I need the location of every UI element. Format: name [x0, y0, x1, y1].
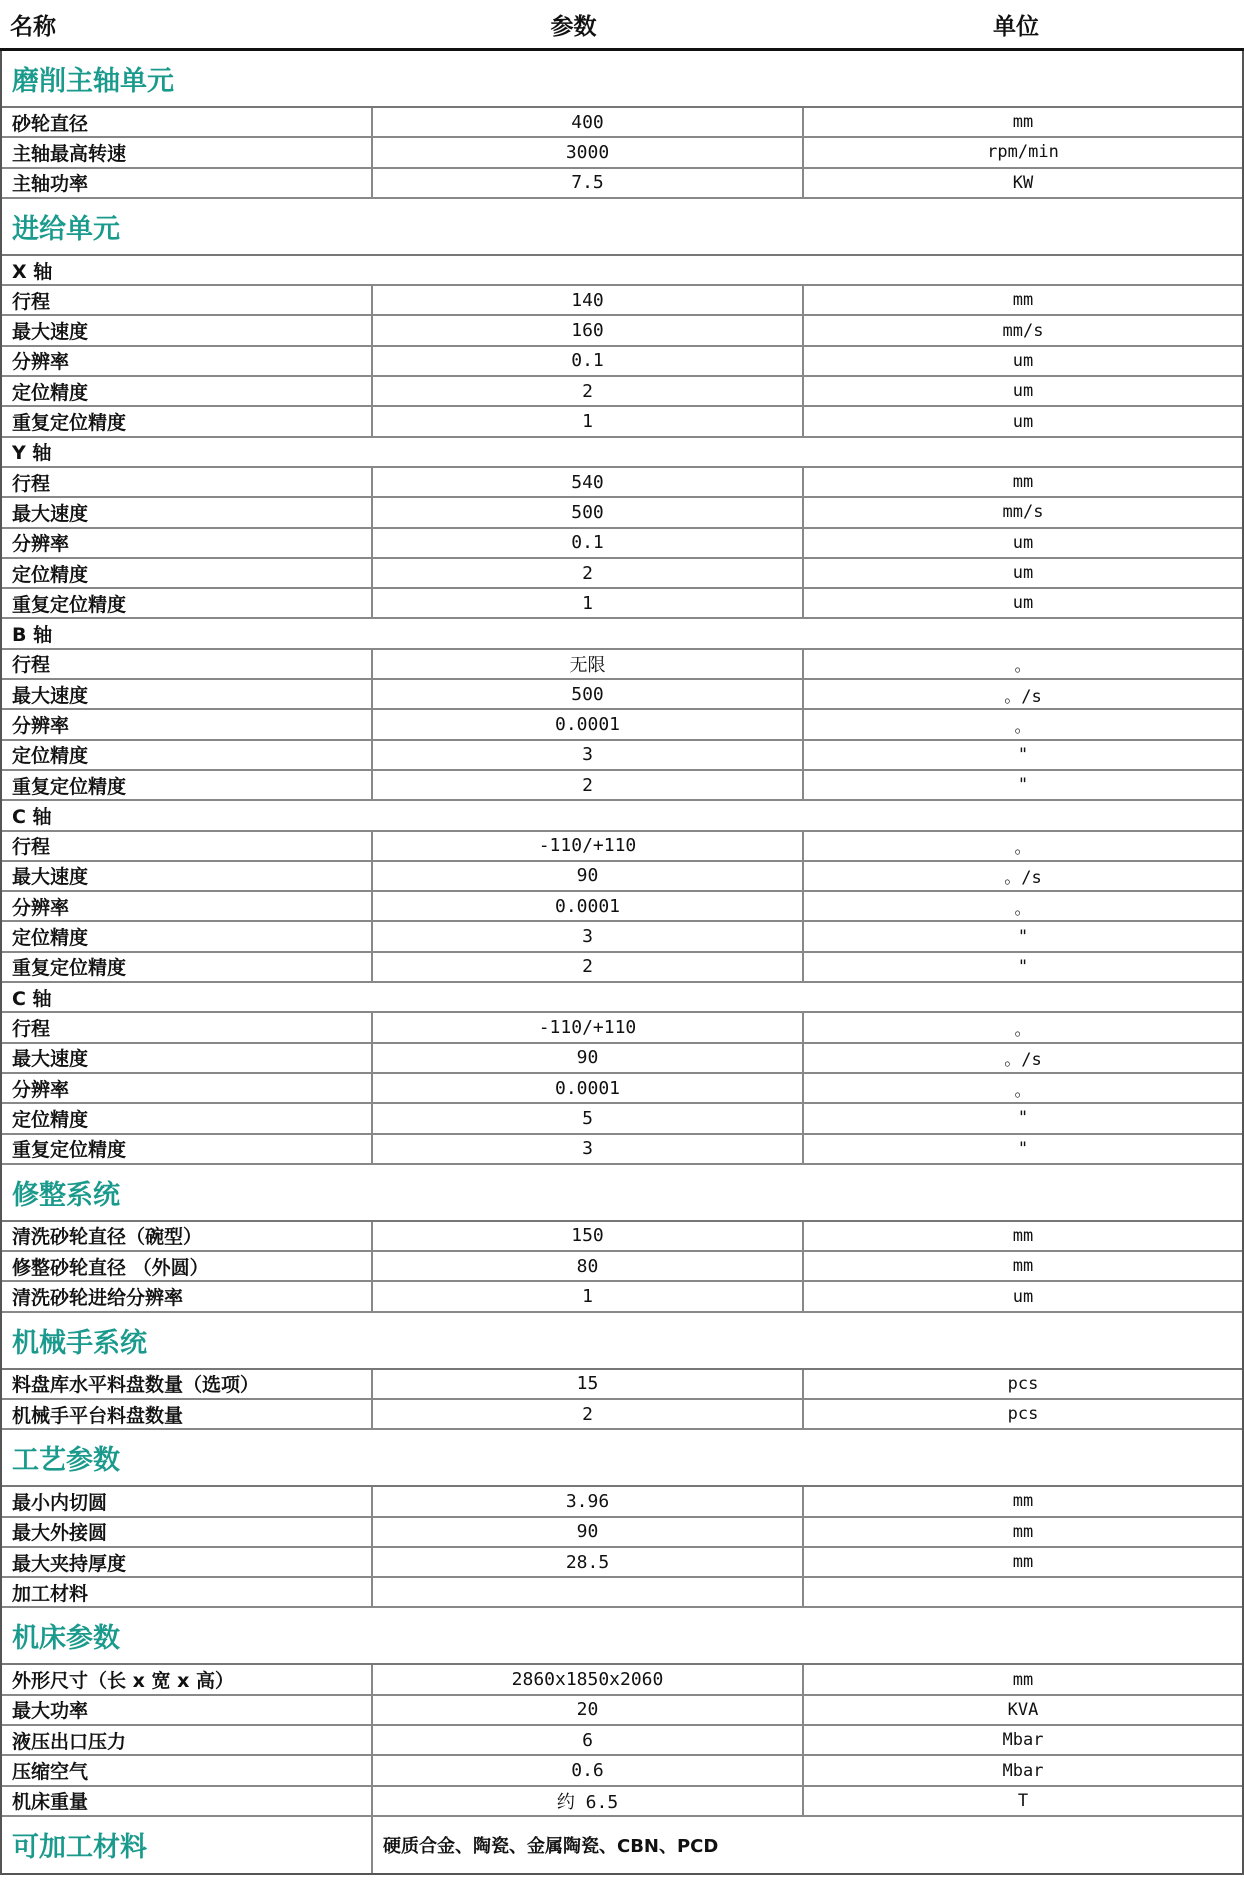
- param-value: 0.1: [373, 347, 804, 375]
- param-unit: 。: [1014, 898, 1032, 919]
- table-row: [2, 1578, 1242, 1608]
- param-name: 最大功率: [2, 1696, 373, 1724]
- param-name: 定位精度: [2, 377, 373, 405]
- param-value: 15: [373, 1370, 804, 1398]
- materials-value: 硬质合金、陶瓷、金属陶瓷、CBN、PCD: [383, 1835, 719, 1857]
- param-value: 500: [373, 680, 804, 708]
- section-title: 进给单元: [2, 199, 1242, 256]
- table-row: [2, 1756, 1242, 1786]
- param-unit: mm: [1012, 1491, 1034, 1512]
- table-row: [2, 377, 1242, 407]
- table-header: [0, 0, 1244, 51]
- param-value: 6: [373, 1726, 804, 1754]
- param-unit: [804, 1578, 1242, 1606]
- param-value: 150: [373, 1222, 804, 1250]
- table-row: [2, 1787, 1242, 1817]
- section-title: 机床参数: [2, 1608, 1242, 1665]
- param-name: 行程: [2, 832, 373, 860]
- param-value: [373, 1578, 804, 1606]
- table-row: [2, 286, 1242, 316]
- table-row: [2, 498, 1242, 528]
- param-name: 最大夹持厚度: [2, 1548, 373, 1576]
- param-unit: um: [1012, 563, 1034, 583]
- param-name: 分辨率: [2, 529, 373, 557]
- param-value: 0.0001: [373, 710, 804, 738]
- param-name: 定位精度: [2, 1104, 373, 1132]
- param-value: 3000: [373, 138, 804, 166]
- param-value: 160: [373, 316, 804, 344]
- param-value: 90: [373, 1044, 804, 1072]
- param-value: 1: [373, 407, 804, 435]
- table-row: [2, 832, 1242, 862]
- param-unit: 。: [1014, 838, 1032, 859]
- param-unit: Mbar: [1002, 1760, 1044, 1781]
- spec-table: [0, 51, 1244, 1875]
- param-name: 主轴最高转速: [2, 138, 373, 166]
- table-row: [2, 1282, 1242, 1312]
- table-row: [2, 1726, 1242, 1756]
- param-unit: ": [1017, 744, 1029, 765]
- param-unit: mm/s: [1002, 502, 1044, 523]
- table-row: [2, 1013, 1242, 1043]
- param-value: 5: [373, 1104, 804, 1132]
- param-name: 液压出口压力: [2, 1726, 373, 1754]
- param-name: 分辨率: [2, 1074, 373, 1102]
- section-title: 修整系统: [2, 1165, 1242, 1222]
- param-value: 2: [373, 953, 804, 981]
- param-value: 3: [373, 922, 804, 950]
- param-name: 料盘库水平料盘数量（选项）: [2, 1370, 373, 1398]
- header-unit: 单位: [993, 13, 1039, 40]
- param-value: 0.0001: [373, 892, 804, 920]
- param-unit: pcs: [1007, 1373, 1039, 1394]
- param-name: 最大速度: [2, 1044, 373, 1072]
- table-row: [2, 559, 1242, 589]
- table-row: [2, 138, 1242, 168]
- param-name: 清洗砂轮进给分辨率: [2, 1282, 373, 1310]
- param-unit: 。/s: [1004, 868, 1042, 889]
- param-name: 最大速度: [2, 498, 373, 526]
- param-unit: um: [1012, 411, 1034, 432]
- table-row: [2, 316, 1242, 346]
- param-unit: um: [1012, 350, 1034, 371]
- param-unit: ": [1017, 1108, 1029, 1129]
- param-name: 主轴功率: [2, 169, 373, 197]
- param-unit: ": [1017, 956, 1029, 977]
- table-row: [2, 1074, 1242, 1104]
- axis-label: C 轴: [2, 983, 1242, 1013]
- table-row: [2, 771, 1242, 801]
- param-value: 无限: [373, 650, 804, 678]
- table-row: [2, 862, 1242, 892]
- param-unit: ": [1017, 775, 1029, 796]
- param-value: 400: [373, 108, 804, 136]
- param-name: 最大速度: [2, 316, 373, 344]
- param-unit: 。: [1014, 656, 1032, 677]
- param-unit: 。: [1014, 1080, 1032, 1101]
- param-value: 2860x1850x2060: [373, 1665, 804, 1693]
- table-row: [2, 650, 1242, 680]
- param-name: 分辨率: [2, 892, 373, 920]
- table-row: [2, 1548, 1242, 1578]
- param-value: 3.96: [373, 1487, 804, 1515]
- param-name: 最大速度: [2, 862, 373, 890]
- param-name: 重复定位精度: [2, 953, 373, 981]
- param-value: 2: [373, 771, 804, 799]
- param-name: 重复定位精度: [2, 771, 373, 799]
- table-row: [2, 1135, 1242, 1165]
- param-unit: 。/s: [1004, 686, 1042, 707]
- param-unit: mm: [1012, 1225, 1034, 1246]
- param-value: 0.6: [373, 1756, 804, 1784]
- section-title: 机械手系统: [2, 1313, 1242, 1370]
- param-name: 重复定位精度: [2, 589, 373, 617]
- param-unit: mm: [1012, 1521, 1034, 1542]
- param-value: 540: [373, 468, 804, 496]
- table-row: [2, 741, 1242, 771]
- param-value: 0.0001: [373, 1074, 804, 1102]
- param-value: 140: [373, 286, 804, 314]
- param-value: 0.1: [373, 529, 804, 557]
- param-value: -110/+110: [373, 832, 804, 860]
- param-name: 清洗砂轮直径（碗型）: [2, 1222, 373, 1250]
- materials-label: 可加工材料: [2, 1817, 373, 1873]
- param-name: 最大外接圆: [2, 1518, 373, 1546]
- param-value: 2: [373, 377, 804, 405]
- table-row: [2, 347, 1242, 377]
- param-value: 1: [373, 1282, 804, 1310]
- header-name: 名称: [10, 13, 56, 40]
- param-name: 机械手平台料盘数量: [2, 1400, 373, 1428]
- param-value: 2: [373, 559, 804, 587]
- param-name: 砂轮直径: [2, 108, 373, 136]
- param-name: 最大速度: [2, 680, 373, 708]
- table-row: [2, 710, 1242, 740]
- table-row: [2, 1400, 1242, 1430]
- table-row: [2, 589, 1242, 619]
- param-unit: 。: [1014, 1019, 1032, 1040]
- param-unit: T: [1017, 1790, 1029, 1811]
- param-value: 80: [373, 1252, 804, 1280]
- table-row: [2, 529, 1242, 559]
- param-value: 20: [373, 1696, 804, 1724]
- table-row: [2, 169, 1242, 199]
- axis-label: X 轴: [2, 256, 1242, 286]
- table-row: [2, 680, 1242, 710]
- axis-label: B 轴: [2, 619, 1242, 649]
- table-row: [2, 1665, 1242, 1695]
- param-name: 分辨率: [2, 710, 373, 738]
- param-unit: mm: [1012, 472, 1034, 493]
- param-value: 7.5: [373, 169, 804, 197]
- table-row: [2, 1487, 1242, 1517]
- table-row: [2, 1222, 1242, 1252]
- axis-label: Y 轴: [2, 438, 1242, 468]
- param-name: 定位精度: [2, 741, 373, 769]
- param-unit: um: [1012, 381, 1034, 402]
- param-name: 机床重量: [2, 1787, 373, 1815]
- param-unit: 。: [1014, 716, 1032, 737]
- table-row: [2, 468, 1242, 498]
- param-value: 1: [373, 589, 804, 617]
- param-name: 重复定位精度: [2, 407, 373, 435]
- param-unit: mm: [1012, 1552, 1034, 1573]
- param-unit: um: [1012, 532, 1034, 553]
- param-unit: KVA: [1007, 1699, 1039, 1720]
- param-name: 行程: [2, 468, 373, 496]
- param-unit: ": [1017, 926, 1029, 947]
- param-name: 行程: [2, 1013, 373, 1041]
- param-name: 最小内切圆: [2, 1487, 373, 1515]
- param-name: 外形尺寸（长 x 宽 x 高）: [2, 1665, 373, 1693]
- param-value: 3: [373, 741, 804, 769]
- table-row: [2, 892, 1242, 922]
- param-unit: Mbar: [1002, 1730, 1044, 1751]
- param-unit: um: [1012, 593, 1034, 614]
- param-name: 压缩空气: [2, 1756, 373, 1784]
- table-row: [2, 407, 1242, 437]
- param-unit: pcs: [1007, 1404, 1039, 1425]
- param-value: 3: [373, 1135, 804, 1163]
- param-unit: mm/s: [1002, 320, 1044, 341]
- param-name: 行程: [2, 286, 373, 314]
- param-name: 修整砂轮直径 （外圆）: [2, 1252, 373, 1280]
- param-name: 加工材料: [2, 1578, 373, 1606]
- param-value: 约 6.5: [373, 1787, 804, 1815]
- param-name: 定位精度: [2, 559, 373, 587]
- param-unit: mm: [1012, 1669, 1034, 1690]
- param-unit: um: [1012, 1286, 1034, 1307]
- param-unit: 。/s: [1004, 1050, 1042, 1071]
- table-row: [2, 953, 1242, 983]
- param-unit: rpm/min: [987, 142, 1059, 163]
- table-row: [2, 1104, 1242, 1134]
- param-value: 28.5: [373, 1548, 804, 1576]
- param-unit: mm: [1012, 290, 1034, 311]
- table-row: [2, 1252, 1242, 1282]
- table-row: [2, 1696, 1242, 1726]
- param-unit: KW: [1012, 172, 1034, 193]
- param-name: 行程: [2, 650, 373, 678]
- param-unit: mm: [1012, 1256, 1034, 1277]
- header-param: 参数: [550, 13, 597, 40]
- param-name: 定位精度: [2, 922, 373, 950]
- param-name: 分辨率: [2, 347, 373, 375]
- table-row: [2, 108, 1242, 138]
- materials-row: [2, 1817, 1242, 1875]
- table-row: [2, 1044, 1242, 1074]
- param-value: 90: [373, 1518, 804, 1546]
- table-row: [2, 1518, 1242, 1548]
- axis-label: C 轴: [2, 801, 1242, 831]
- param-unit: ": [1017, 1138, 1029, 1159]
- param-unit: mm: [1012, 112, 1034, 133]
- param-value: 90: [373, 862, 804, 890]
- param-value: 2: [373, 1400, 804, 1428]
- section-title: 磨削主轴单元: [2, 51, 1242, 108]
- param-name: 重复定位精度: [2, 1135, 373, 1163]
- table-row: [2, 922, 1242, 952]
- section-title: 工艺参数: [2, 1430, 1242, 1487]
- table-row: [2, 1370, 1242, 1400]
- param-value: 500: [373, 498, 804, 526]
- param-value: -110/+110: [373, 1013, 804, 1041]
